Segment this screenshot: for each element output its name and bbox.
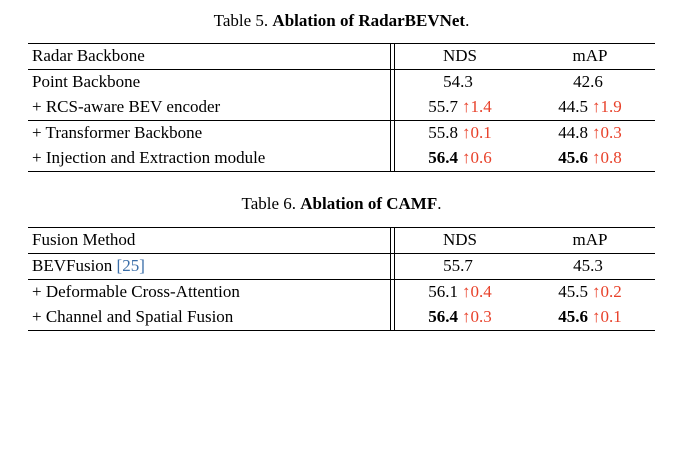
value: 44.8 — [558, 123, 588, 143]
table-5 — [28, 43, 655, 172]
table-6-row-0-nds — [395, 253, 525, 279]
table-5-caption — [14, 11, 669, 31]
table-5-row-2-name: + Transformer Backbone — [28, 121, 395, 147]
delta-value: ↑0.2 — [592, 281, 622, 301]
table-5-row-2-nds — [395, 121, 525, 147]
value: 56.1 — [428, 281, 458, 301]
table-6-header-map: mAP — [525, 227, 655, 253]
table-row-header — [28, 227, 655, 253]
table-5-header-nds: NDS — [395, 44, 525, 70]
table-6-header-fusion: Fusion Method — [28, 227, 395, 253]
delta-value: ↑0.4 — [462, 281, 492, 301]
value: 45.5 — [558, 281, 588, 301]
table-row — [28, 95, 655, 121]
table-5-row-3-nds — [395, 146, 525, 172]
table-6-caption-label: Table 6. — [241, 194, 297, 214]
value: 56.4 — [428, 148, 458, 168]
table-6-caption-title: Ablation of CAMF — [300, 194, 438, 214]
table-5-header-map: mAP — [525, 44, 655, 70]
table-5-caption-label: Table 5. — [213, 11, 269, 30]
table-6-row-2-map — [525, 305, 655, 331]
table-row — [28, 305, 655, 331]
delta-value: ↑0.3 — [462, 306, 492, 326]
table-5-row-0-nds — [395, 70, 525, 96]
table-5-row-2-map — [525, 121, 655, 147]
value: 56.4 — [428, 306, 458, 326]
delta-value: ↑1.4 — [462, 97, 492, 117]
table-6-caption — [14, 194, 669, 214]
table-5-row-1-nds — [395, 95, 525, 121]
value: 55.7 — [428, 97, 458, 117]
table-row — [28, 146, 655, 172]
table-6-wrapper — [14, 227, 669, 331]
citation-link[interactable]: [25] — [116, 255, 145, 275]
table-6-row-2-nds — [395, 305, 525, 331]
table-row — [28, 279, 655, 305]
delta-value: ↑0.1 — [592, 306, 622, 326]
table-5-header-backbone: Radar Backbone — [28, 44, 395, 70]
table-row-header — [28, 44, 655, 70]
table-6-row-0-name — [28, 253, 395, 279]
value: 44.5 — [558, 97, 588, 117]
table-6-row-1-name: + Deformable Cross-Attention — [28, 279, 395, 305]
value: 42.6 — [573, 72, 603, 92]
table-row — [28, 121, 655, 147]
delta-value: ↑0.3 — [592, 123, 622, 143]
table-5-row-3-map — [525, 146, 655, 172]
table-6-row-2-name: + Channel and Spatial Fusion — [28, 305, 395, 331]
table-6-header-nds: NDS — [395, 227, 525, 253]
table-5-row-0-name: Point Backbone — [28, 70, 395, 96]
table-5-caption-title: Ablation of RadarBEVNet — [272, 11, 466, 30]
value: 54.3 — [443, 72, 473, 92]
table-5-wrapper — [14, 43, 669, 172]
delta-value: ↑0.8 — [592, 148, 622, 168]
table-6-row-0-map — [525, 253, 655, 279]
table-row — [28, 70, 655, 96]
value: 45.6 — [558, 148, 588, 168]
value: 55.7 — [443, 255, 473, 275]
value: 55.8 — [428, 123, 458, 143]
delta-value: ↑1.9 — [592, 97, 622, 117]
table-5-caption-period: . — [465, 11, 470, 30]
delta-value: ↑0.6 — [462, 148, 492, 168]
table-6-row-1-nds — [395, 279, 525, 305]
row-label: BEVFusion — [32, 255, 113, 275]
table-5-row-1-map — [525, 95, 655, 121]
table-5-row-0-map — [525, 70, 655, 96]
table-5-row-1-name: + RCS-aware BEV encoder — [32, 97, 221, 117]
table-6-row-1-map — [525, 279, 655, 305]
table-row — [28, 253, 655, 279]
table-6 — [28, 227, 655, 331]
table-5-row-3-name: + Injection and Extraction module — [28, 146, 395, 172]
table-6-caption-period: . — [437, 194, 442, 214]
value: 45.6 — [558, 306, 588, 326]
value: 45.3 — [573, 255, 603, 275]
delta-value: ↑0.1 — [462, 123, 492, 143]
